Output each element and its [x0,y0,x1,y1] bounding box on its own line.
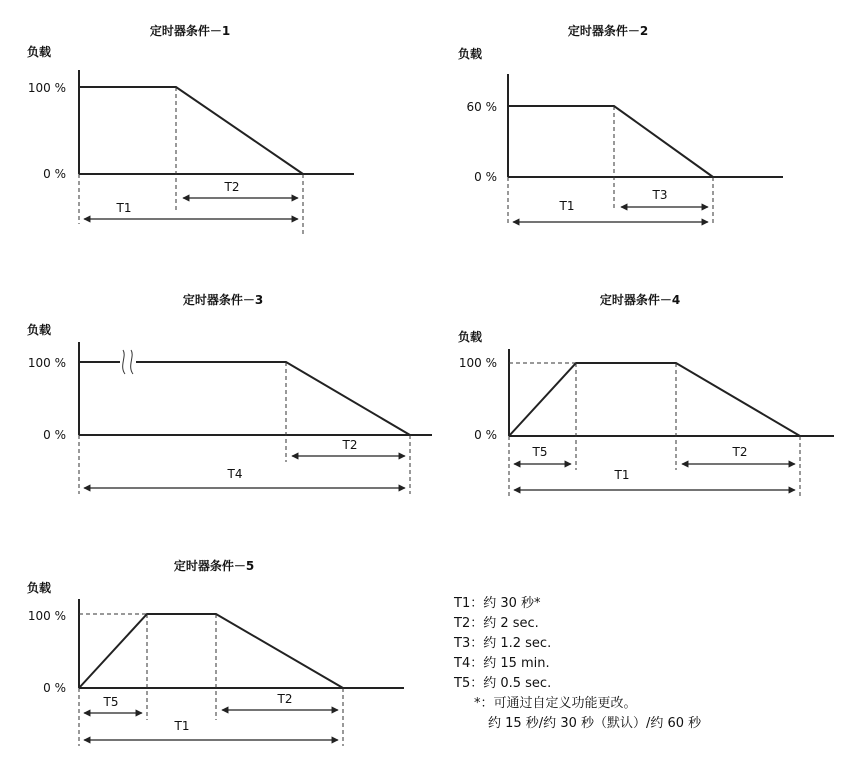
duration-label: T2 [732,445,748,459]
diagram-title: 定时器条件－1 [149,24,231,38]
diagram-title: 定时器条件－5 [173,559,255,573]
timer-condition-3 [27,292,432,494]
footnote-line-2: 约 15 秒/约 30 秒（默认）/约 60 秒 [488,716,702,731]
diagram-title: 定时器条件－4 [599,293,681,307]
y-axis-label: 负载 [458,330,483,344]
y-axis-label: 负载 [27,323,52,337]
duration-label: T1 [174,719,190,733]
diagram-title: 定时器条件－2 [567,24,649,38]
legend [454,594,701,734]
break-mark [123,350,133,374]
top-level-label: 100 % [458,356,497,370]
load-curve [508,106,713,177]
zero-level-label: 0 % [474,170,497,184]
load-curve [79,87,303,174]
load-curve [79,614,343,688]
timer-condition-1 [27,23,354,237]
y-axis-label: 负载 [27,45,52,59]
duration-label: T1 [116,201,132,215]
zero-level-label: 0 % [43,167,66,181]
duration-label: T5 [532,445,548,459]
legend-item-t5: T5：约 0.5 sec. [454,676,552,691]
legend-item-t2: T2：约 2 sec. [454,616,539,631]
legend-item-t4: T4：约 15 min. [454,656,550,671]
zero-level-label: 0 % [474,428,497,442]
top-level-label: 100 % [27,81,66,95]
duration-label: T2 [342,438,358,452]
duration-label: T1 [614,468,630,482]
y-axis-label: 负载 [27,581,52,595]
timer-condition-5 [27,558,404,746]
load-curve [509,363,800,436]
timer-condition-4 [458,292,834,496]
diagram-title: 定时器条件－3 [182,293,264,307]
top-level-label: 60 % [466,100,497,114]
duration-label: T3 [652,188,668,202]
y-axis-label: 负载 [458,47,483,61]
duration-label: T5 [103,695,119,709]
load-curve [136,362,410,435]
duration-label: T2 [224,180,240,194]
duration-label: T1 [559,199,575,213]
legend-item-t3: T3：约 1.2 sec. [454,636,552,651]
duration-label: T2 [277,692,293,706]
timer-condition-2 [458,23,783,226]
top-level-label: 100 % [27,609,66,623]
top-level-label: 100 % [27,356,66,370]
zero-level-label: 0 % [43,681,66,695]
zero-level-label: 0 % [43,428,66,442]
legend-item-t1: T1：约 30 秒* [454,596,541,611]
footnote-line-1: *：可通过自定义功能更改。 [474,696,637,711]
duration-label: T4 [227,467,243,481]
